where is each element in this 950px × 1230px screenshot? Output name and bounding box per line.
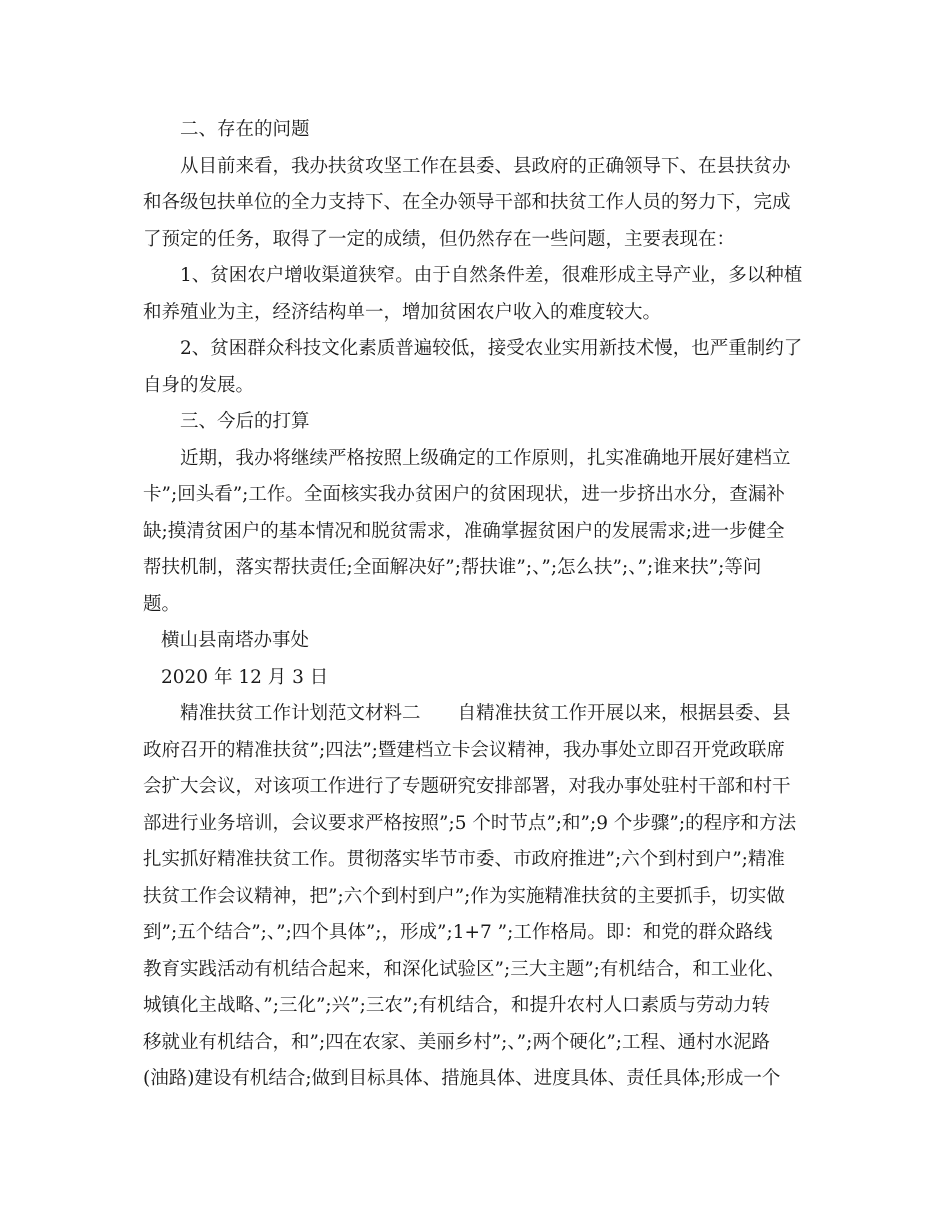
text-line: 教育实践活动有机结合起来，和深化试验区”;三大主题”;有机结合，和工业化、 [143,958,785,980]
text-line: 政府召开的精准扶贫”;四法”;暨建档立卡会议精神，我办事处立即召开党政联席 [143,739,785,761]
text-line: 扎实抓好精准扶贫工作。贯彻落实毕节市委、市政府推进”;六个到村到户”;精准 [143,849,785,870]
text-line: 缺;摸清贫困户的基本情况和脱贫需求，准确掌握贫困户的发展需求;进一步健全 [143,520,785,542]
text-line: 了预定的任务，取得了一定的成绩，但仍然存在一些问题，主要表现在： [143,228,736,250]
text-line: 精准扶贫工作计划范文材料二 自精准扶贫工作开展以来，根据县委、县 [180,703,791,724]
text-line: 卡”;回头看”;工作。全面核实我办贫困户的贫困现状，进一步挤出水分，查漏补 [143,484,785,505]
text-line: 从目前来看，我办扶贫攻坚工作在县委、县政府的正确领导下、在县扶贫办 [180,155,791,177]
text-line: 题。 [143,593,181,615]
text-line: 自身的发展。 [143,374,255,396]
text-line: 会扩大会议，对该项工作进行了专题研究安排部署，对我办事处驻村干部和村干 [143,776,791,797]
text-line: 部进行业务培训，会议要求严格按照”;5 个时节点”;和”;9 个步骤”;的程序和方法 [143,812,797,834]
document-body [143,112,810,1098]
text-line: 二、存在的问题 [180,119,310,140]
text-line: 三、今后的打算 [180,411,310,432]
text-line: 城镇化主战略、”;三化”;兴”;三农”;有机结合，和提升农村人口素质与劳动力转 [143,995,771,1016]
text-line: 和养殖业为主，经济结构单一，增加贫困农户收入的难度较大。 [143,301,662,323]
text-line: 横山县南塔办事处 [161,630,310,651]
text-line: 帮扶机制，落实帮扶责任;全面解决好”;帮扶谁”;、”;怎么扶”;、”;谁来扶”;等问 [143,557,762,578]
text-line: 2、贫困群众科技文化素质普遍较低，接受农业实用新技术慢，也严重制约了 [180,338,803,359]
text-line: 近期，我办将继续严格按照上级确定的工作原则，扎实准确地开展好建档立 [180,447,791,469]
text-line: 到”;五个结合”;、”;四个具体”;，形成”;1+7 ”;工作格局。即：和党的群众路线 [143,922,773,943]
text-line: (油路)建设有机结合;做到目标具体、措施具体、进度具体、责任具体;形成一个 [143,1068,781,1089]
text-line: 1、贫困农户增收渠道狭窄。由于自然条件差，很难形成主导产业，多以种植 [180,265,803,286]
text-line: 2020 年 12 月 3 日 [161,666,329,688]
text-line: 扶贫工作会议精神，把”;六个到村到户”;作为实施精准扶贫的主要抓手，切实做 [143,885,785,907]
text-line: 移就业有机结合，和”;四在农家、美丽乡村”;、”;两个硬化”;工程、通村水泥路 [143,1031,771,1053]
text-line: 和各级包扶单位的全力支持下、在全办领导干部和扶贫工作人员的努力下，完成 [143,192,791,213]
